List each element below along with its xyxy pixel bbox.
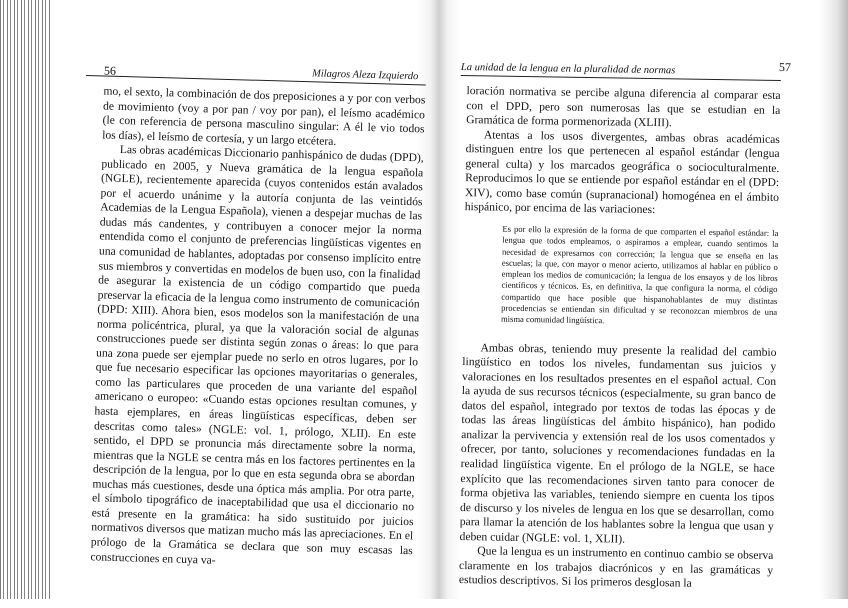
running-header-right [460, 55, 792, 81]
paragraph: Ambas obras, teniendo muy presente la realidad del cambio lingüístico en todos los niveles, fundamentan sus juicios y valoraciones en los resultados presentes en el español actual. Con la ayuda de sus recursos técnicos (especialmente, su gran banco de datos del español, integrado por textos de todas las épocas y de todas las áreas lingüísticas del ámbito hispánico), han podido analizar la pervivencia y extensión real de los usos comentados y ofrecer, por tanto, soluciones y recomendaciones fundadas en la realidad lingüística vigente. En el prólogo de la NGLE, se hace explícito que las recomendaciones sirven tanto para conocer de forma objetiva las variables, teniendo siempre en cuenta los tipos de discurso y los niveles de lengua en los que se desarrollan, como para llamar la atención de los hablantes sobre la lengua que usan y deben cuidar (NGLE: vol. 1, XLII). [459, 340, 777, 546]
page-number: 57 [778, 59, 792, 75]
right-body-text [459, 84, 781, 593]
paragraph: Atentas a los usos divergentes, ambas obras académicas distinguen entre los que pertenecen al español estándar (lengua general culta) y los marcados geográfica o socioculturalmente. Reproducimos lo que se entiende por español estándar en el (DPD: XIV), como base común (supranacional) homogénea en el ámbito hispánico, por encima de las variaciones: [464, 128, 780, 217]
block-quote: Es por ello la expresión de la forma de que comparten el español estándar: la lengua que todos empleamos, o aspiramos a emplear, cuando sentimos la necesidad de expresarnos con corrección; la lengua que se enseña en las escuelas; la que, con mayor o menor acierto, utilizamos al hablar en público o emplean los medios de comunicación; la lengua de los ensayos y de los libros científicos y técnicos. Es, en definitiva, la que configura la norma, el código compartido que hace posible que hispanohablantes de muy distintas procedencias se entiendan sin dificultad y se reconozcan miembros de una misma comunidad lingüística. [500, 223, 779, 326]
paragraph: Que la lengua es un instrumento en continuo cambio se observa claramente en los trabajos diacrónicos y en las gramáticas y estudios descriptivos. Si los primeros desglosan la [458, 544, 774, 591]
paragraph: Las obras académicas Diccionario panhispánico de dudas (DPD), publicado en 2005, y Nueva gramática de la lengua española (NGLE), recientemente aparecida (cuyos contenidos están avalados por el acuerdo unánime y la autoría conjunta de las veintidós Academias de la Lengua Española), vienen a despejar muchas de las dudas más candentes, y contribuyen a conocer mejor la norma entendida como el conjunto de preferencias lingüísticas vigentes en una comunidad de hablantes, adoptadas por consenso implícito entre sus miembros y convertidas en modelos de buen uso, con la finalidad de asegurar la existencia de un código compartido que pueda preservar la eficacia de la lengua como instrumento de comunicación (DPD: XIII). Ahora bien, esos modelos son la manifestación de una norma policéntrica, plural, ya que la valoración social de algunas construcciones puede ser distinta según zonas o áreas: lo que para una zona puede ser ejemplar puede no serlo en otros lugares, por lo que fue necesario especificar las opciones mayoritarias o generales, como las particulares que proceden de una variante del español americano o europeo: «Cuando estas opciones resultan comunes, y hasta ejemplares, en áreas lingüísticas específicas, deben ser descritas como tales» (NGLE: vol. 1, prólogo, XLII). En este sentido, el DPD se pronuncia más directamente sobre la norma, mientras que la NGLE se centra más en los factores pertinentes en la descripción de la lengua, por lo que en esta segunda obra se abordan muchas más cuestiones, desde una óptica más amplia. Por otra parte, el símbolo tipográfico de inaceptabilidad que usa el diccionario no está presente en la gramática: ha sido sustituido por juicios normativos diversos que matizan mucho más las apreciaciones. En el prólogo de la Gramática se declara que son muy escasas las construcciones en cuya va- [90, 143, 424, 567]
left-body-text [90, 84, 425, 573]
page-number: 56 [103, 63, 117, 78]
running-head-author: Milagros Aleza Izquierdo [311, 68, 419, 83]
paragraph: loración normativa se percibe alguna diferencia al comparar esta con el DPD, pero son numerosas las que se estudian en la Gramática de forma pormenorizada (XLIII). [466, 84, 781, 130]
page-edge-left [0, 0, 52, 599]
right-page [453, 0, 792, 604]
running-header-left [86, 55, 426, 85]
left-page [71, 0, 428, 608]
page-edge-right [820, 0, 848, 599]
paragraph: mo, el sexto, la combinación de dos preposiciones a y por con verbos de movimiento (voy a por pan / voy por pan), el leísmo académico (le con referencia de persona masculino singular: A él le vio todos los días), el leísmo de cortesía, y un largo etcétera. [102, 84, 426, 148]
running-head-title: La unidad de la lengua en la pluralidad de normas [460, 61, 676, 77]
